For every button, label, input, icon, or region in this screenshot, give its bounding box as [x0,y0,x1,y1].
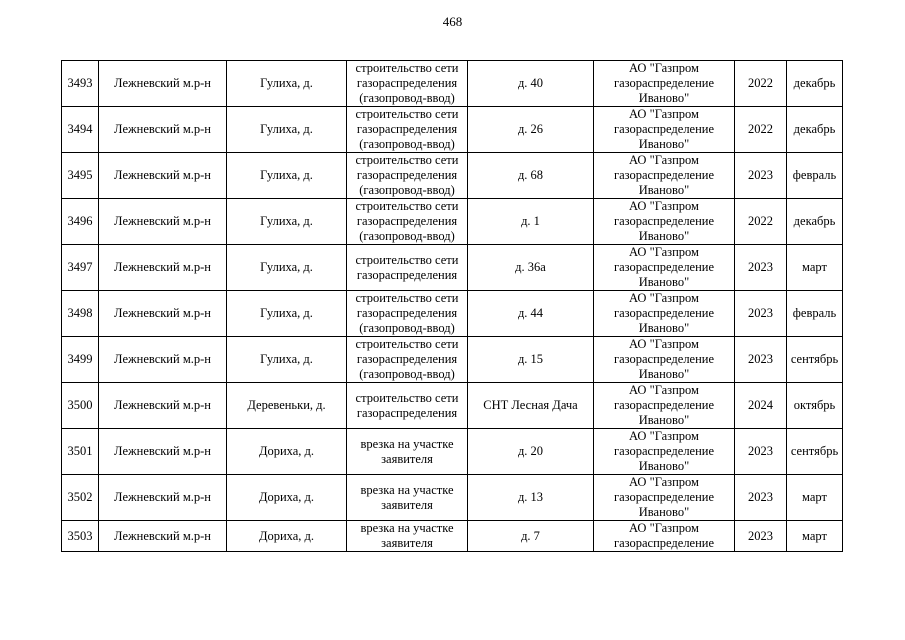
table-row [62,521,843,552]
month-cell: декабрь [787,107,843,153]
row-number-cell: 3500 [62,383,99,429]
address-cell: д. 20 [468,429,594,475]
work-type-cell: строительство сети газораспределения [347,245,468,291]
table-row [62,337,843,383]
organization-cell: АО "Газпром газораспределение Иваново" [594,429,735,475]
work-type-cell [347,521,468,552]
page-number: 468 [442,14,463,29]
table-row [62,383,843,429]
table-row [62,291,843,337]
month-cell: декабрь [787,199,843,245]
table-row [62,61,843,107]
row-number-cell: 3497 [62,245,99,291]
month-cell: сентябрь [787,429,843,475]
year-cell: 2022 [735,199,787,245]
address-cell: д. 26 [468,107,594,153]
address-cell: д. 68 [468,153,594,199]
locality-cell: Дориха, д. [227,475,347,521]
table-row [62,107,843,153]
organization-cell: АО "Газпром газораспределение Иваново" [594,475,735,521]
table-row [62,429,843,475]
organization-cell [594,521,735,552]
row-number-cell: 3502 [62,475,99,521]
address-cell: д. 44 [468,291,594,337]
address-cell: д. 13 [468,475,594,521]
row-number-cell: 3499 [62,337,99,383]
locality-cell: Дориха, д. [227,521,347,552]
address-cell: д. 40 [468,61,594,107]
locality-cell: Гулиха, д. [227,291,347,337]
address-cell: д. 7 [468,521,594,552]
year-cell: 2023 [735,429,787,475]
table-row [62,199,843,245]
table-row [62,475,843,521]
month-cell: март [787,245,843,291]
locality-cell: Гулиха, д. [227,199,347,245]
row-number-cell: 3498 [62,291,99,337]
year-cell: 2023 [735,475,787,521]
row-number-cell: 3501 [62,429,99,475]
month-cell: октябрь [787,383,843,429]
district-cell: Лежневский м.р-н [99,153,227,199]
row-number-cell: 3493 [62,61,99,107]
locality-cell: Гулиха, д. [227,245,347,291]
district-cell: Лежневский м.р-н [99,337,227,383]
address-cell: д. 36а [468,245,594,291]
locality-cell: Гулиха, д. [227,153,347,199]
organization-cell: АО "Газпром газораспределение Иваново" [594,337,735,383]
organization-cell: АО "Газпром газораспределение Иваново" [594,107,735,153]
month-cell: март [787,521,843,552]
work-type-cell: строительство сети газораспределения (газопровод-ввод) [347,61,468,107]
month-cell: сентябрь [787,337,843,383]
table-row [62,153,843,199]
work-type-cell: строительство сети газораспределения (газопровод-ввод) [347,153,468,199]
district-cell: Лежневский м.р-н [99,429,227,475]
year-cell: 2023 [735,521,787,552]
address-cell: д. 1 [468,199,594,245]
gas-network-table [61,60,843,552]
work-type-cell: строительство сети газораспределения [347,383,468,429]
work-type-cell: врезка на участке заявителя [347,475,468,521]
month-cell: февраль [787,291,843,337]
organization-cell: АО "Газпром газораспределение Иваново" [594,153,735,199]
district-cell: Лежневский м.р-н [99,383,227,429]
month-cell: март [787,475,843,521]
organization-text: АО "Газпром газораспределение [613,521,715,550]
row-number-cell: 3503 [62,521,99,552]
year-cell: 2022 [735,61,787,107]
organization-cell: АО "Газпром газораспределение Иваново" [594,245,735,291]
month-cell: декабрь [787,61,843,107]
work-type-text: врезка на участке заявителя [360,521,454,550]
work-type-cell: строительство сети газораспределения (газопровод-ввод) [347,291,468,337]
work-type-cell: врезка на участке заявителя [347,429,468,475]
year-cell: 2022 [735,107,787,153]
work-type-cell: строительство сети газораспределения (газопровод-ввод) [347,337,468,383]
district-cell: Лежневский м.р-н [99,521,227,552]
district-cell: Лежневский м.р-н [99,61,227,107]
locality-cell: Дориха, д. [227,429,347,475]
locality-cell: Деревеньки, д. [227,383,347,429]
district-cell: Лежневский м.р-н [99,107,227,153]
row-number-cell: 3495 [62,153,99,199]
address-cell: д. 15 [468,337,594,383]
row-number-cell: 3496 [62,199,99,245]
organization-cell: АО "Газпром газораспределение Иваново" [594,291,735,337]
locality-cell: Гулиха, д. [227,337,347,383]
district-cell: Лежневский м.р-н [99,199,227,245]
work-type-cell: строительство сети газораспределения (газопровод-ввод) [347,199,468,245]
year-cell: 2023 [735,291,787,337]
organization-cell: АО "Газпром газораспределение Иваново" [594,61,735,107]
year-cell: 2024 [735,383,787,429]
year-cell: 2023 [735,337,787,383]
organization-cell: АО "Газпром газораспределение Иваново" [594,199,735,245]
row-number-cell: 3494 [62,107,99,153]
district-cell: Лежневский м.р-н [99,245,227,291]
year-cell: 2023 [735,153,787,199]
year-cell: 2023 [735,245,787,291]
organization-cell: АО "Газпром газораспределение Иваново" [594,383,735,429]
month-cell: февраль [787,153,843,199]
locality-cell: Гулиха, д. [227,107,347,153]
district-cell: Лежневский м.р-н [99,475,227,521]
district-cell: Лежневский м.р-н [99,291,227,337]
locality-cell: Гулиха, д. [227,61,347,107]
work-type-cell: строительство сети газораспределения (газопровод-ввод) [347,107,468,153]
address-cell: СНТ Лесная Дача [468,383,594,429]
table-row [62,245,843,291]
